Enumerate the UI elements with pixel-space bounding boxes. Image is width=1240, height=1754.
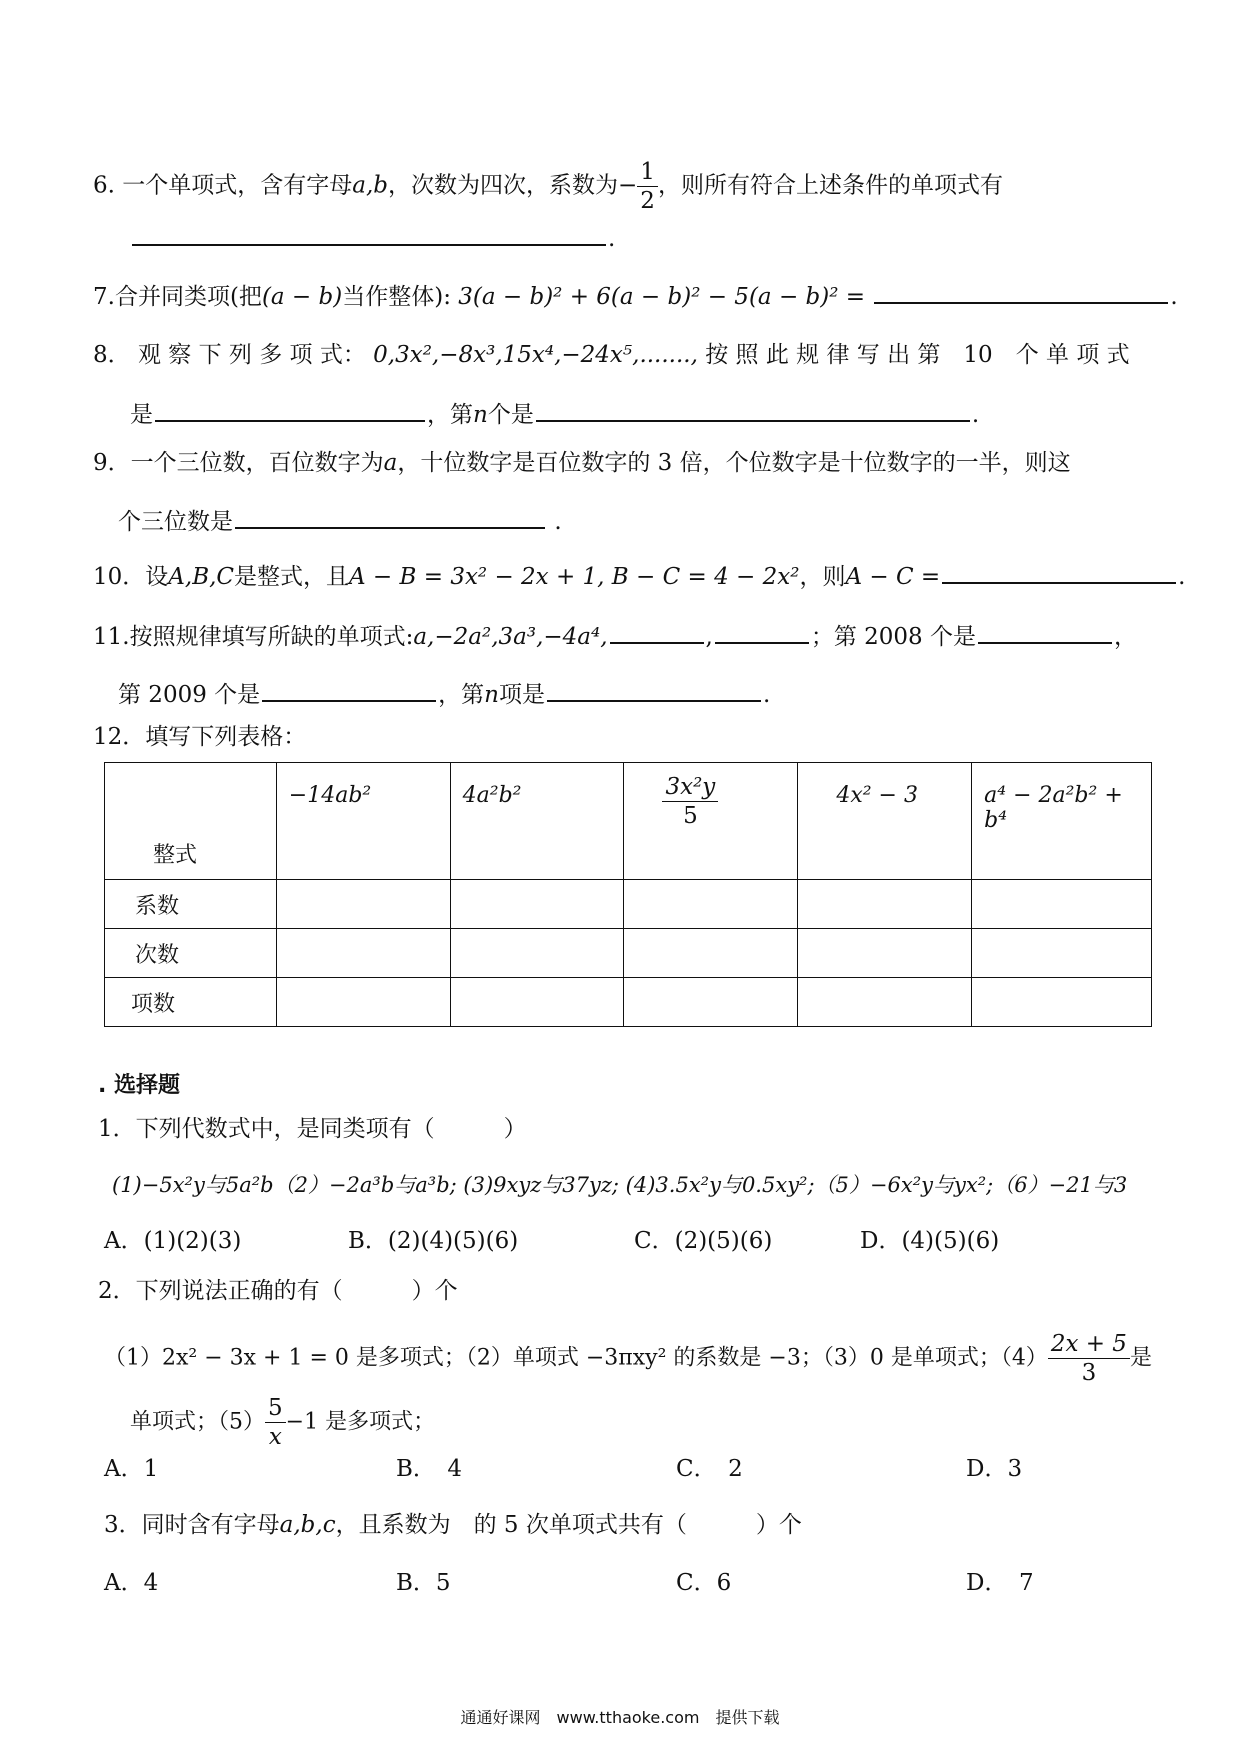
table-cell[interactable] — [624, 978, 798, 1027]
table-header-label: 整式 — [105, 763, 277, 880]
option-a[interactable]: A．1 — [104, 1456, 159, 1482]
table-cell[interactable] — [450, 929, 624, 978]
table-column-header: −14ab² — [276, 763, 450, 880]
option-d[interactable]: D．(4)(5)(6) — [860, 1228, 1000, 1254]
table-row-label: 次数 — [105, 929, 277, 978]
option-d[interactable]: D． 7 — [966, 1570, 1034, 1596]
mc-question-1: 1．下列代数式中，是同类项有（ ） — [98, 1116, 527, 1142]
answer-blank[interactable] — [262, 678, 436, 702]
fill-in-table — [104, 762, 1152, 1027]
option-d[interactable]: D．3 — [966, 1456, 1023, 1482]
option-c[interactable]: C． 2 — [676, 1456, 743, 1482]
table-cell[interactable] — [624, 929, 798, 978]
question-6-number: 6. — [93, 172, 115, 199]
option-b[interactable]: B．5 — [396, 1570, 451, 1596]
table-row-label: 系数 — [105, 880, 277, 929]
option-b[interactable]: B．(2)(4)(5)(6) — [348, 1228, 519, 1254]
question-11: 11.按照规律填写所缺的单项式:a,−2a²,3a³,−4a⁴, , ；第 2008 个是 ， — [93, 620, 1137, 652]
table-cell[interactable] — [276, 880, 450, 929]
answer-blank[interactable] — [978, 620, 1112, 644]
sequence: 0,3x²,−8x³,15x⁴,−24x⁵,......., — [373, 342, 698, 368]
table-fraction: $\frac{\text{3x²y}}{5}$ — [662, 773, 718, 830]
option-a[interactable]: A．4 — [104, 1570, 159, 1596]
table-cell[interactable] — [798, 978, 972, 1027]
fraction-2x-plus-5-over-3: $\frac{2x + 5}{3}$ — [1048, 1330, 1130, 1387]
table-cell[interactable] — [798, 929, 972, 978]
question-6: 6. 一个单项式，含有字母a,b，次数为四次，系数为− $\frac{1}{2}$ ，则所有符合上述条件的单项式有 — [93, 159, 1003, 214]
question-8-line-2: 是 ，第n个是 . — [130, 398, 979, 430]
table-cell[interactable] — [972, 978, 1152, 1027]
question-12: 12．填写下列表格： — [93, 724, 307, 750]
table-cell[interactable] — [450, 880, 624, 929]
answer-blank[interactable] — [874, 280, 1168, 304]
coefficient-fraction: $\frac{1}{2}$ — [637, 158, 658, 215]
table-cell[interactable] — [450, 978, 624, 1027]
section-heading: . 选择题 — [98, 1073, 181, 1098]
mc-question-3: 3．同时含有字母a,b,c，且系数为 的 5 次单项式共有（ ）个 — [104, 1512, 802, 1538]
mc-question-1-items: (1)−5x²y与5a²b（2）−2a³b与a³b; (3)9xyz与37yz; (4)3.5x²y与0.5xy²;（5）−6x²y与yx²;（6）−21与3 — [112, 1173, 1128, 1197]
answer-blank[interactable] — [942, 560, 1176, 584]
table-cell[interactable] — [972, 929, 1152, 978]
expression: 3(a − b)² + 6(a − b)² − 5(a − b)² = — [458, 284, 866, 310]
option-b[interactable]: B． 4 — [396, 1456, 463, 1482]
table-cell[interactable] — [276, 978, 450, 1027]
option-c[interactable]: C．6 — [676, 1570, 732, 1596]
mc-question-2: 2．下列说法正确的有（ ）个 — [98, 1278, 458, 1304]
question-7: 7.合并同类项(把(a − b)当作整体): 3(a − b)² + 6(a − b)² − 5(a − b)² = . — [93, 280, 1178, 312]
question-6-answer-line: . — [130, 222, 615, 254]
question-9-line-2: 个三位数是 . — [118, 505, 562, 537]
question-8: 8． 观 察 下 列 多 项 式： 0,3x²,−8x³,15x⁴,−24x⁵,......., 按 照 此 规 律 写 出 第 10 个 单 项 式 — [93, 342, 1130, 368]
question-9: 9．一个三位数，百位数字为a，十位数字是百位数字的 3 倍，个位数字是十位数字的一半，则这 — [93, 450, 1071, 476]
table-column-header: 4x² − 3 — [798, 763, 972, 880]
answer-blank[interactable] — [155, 398, 425, 422]
option-c[interactable]: C．(2)(5)(6) — [634, 1228, 773, 1254]
fraction-5-over-x: $\frac{5}{x}$ — [265, 1394, 286, 1451]
question-11-line-2: 第 2009 个是 ，第n项是 . — [118, 678, 770, 710]
answer-blank[interactable] — [715, 620, 809, 644]
option-a[interactable]: A．(1)(2)(3) — [104, 1228, 242, 1254]
table-column-header: 4a²b² — [450, 763, 624, 880]
question-10: 10．设A,B,C是整式，且A − B = 3x² − 2x + 1, B − C = 4 − 2x²，则A − C = . — [93, 560, 1185, 592]
table-column-header — [624, 763, 798, 880]
table-cell[interactable] — [276, 929, 450, 978]
answer-blank[interactable] — [132, 222, 606, 246]
table-column-header: a⁴ − 2a²b² + b⁴ — [972, 763, 1152, 880]
table-row-label: 项数 — [105, 978, 277, 1027]
answer-blank[interactable] — [235, 505, 545, 529]
mc-question-2-items: （1）2x² − 3x + 1 = 0 是多项式；（2）单项式 −3πxy² 的系数是 −3；（3）0 是单项式；（4） $\frac{2x + 5}{3}$ 是 — [104, 1331, 1152, 1386]
table-cell[interactable] — [798, 880, 972, 929]
table-cell[interactable] — [972, 880, 1152, 929]
footer-credit: 通通好课网 www.tthaoke.com 提供下载 — [460, 1708, 780, 1727]
table-cell[interactable] — [624, 880, 798, 929]
answer-blank[interactable] — [547, 678, 761, 702]
answer-blank[interactable] — [536, 398, 970, 422]
mc-question-2-items-line-2: 单项式；（5） $\frac{5}{x}$ −1 是多项式； — [130, 1395, 436, 1450]
answer-blank[interactable] — [610, 620, 704, 644]
